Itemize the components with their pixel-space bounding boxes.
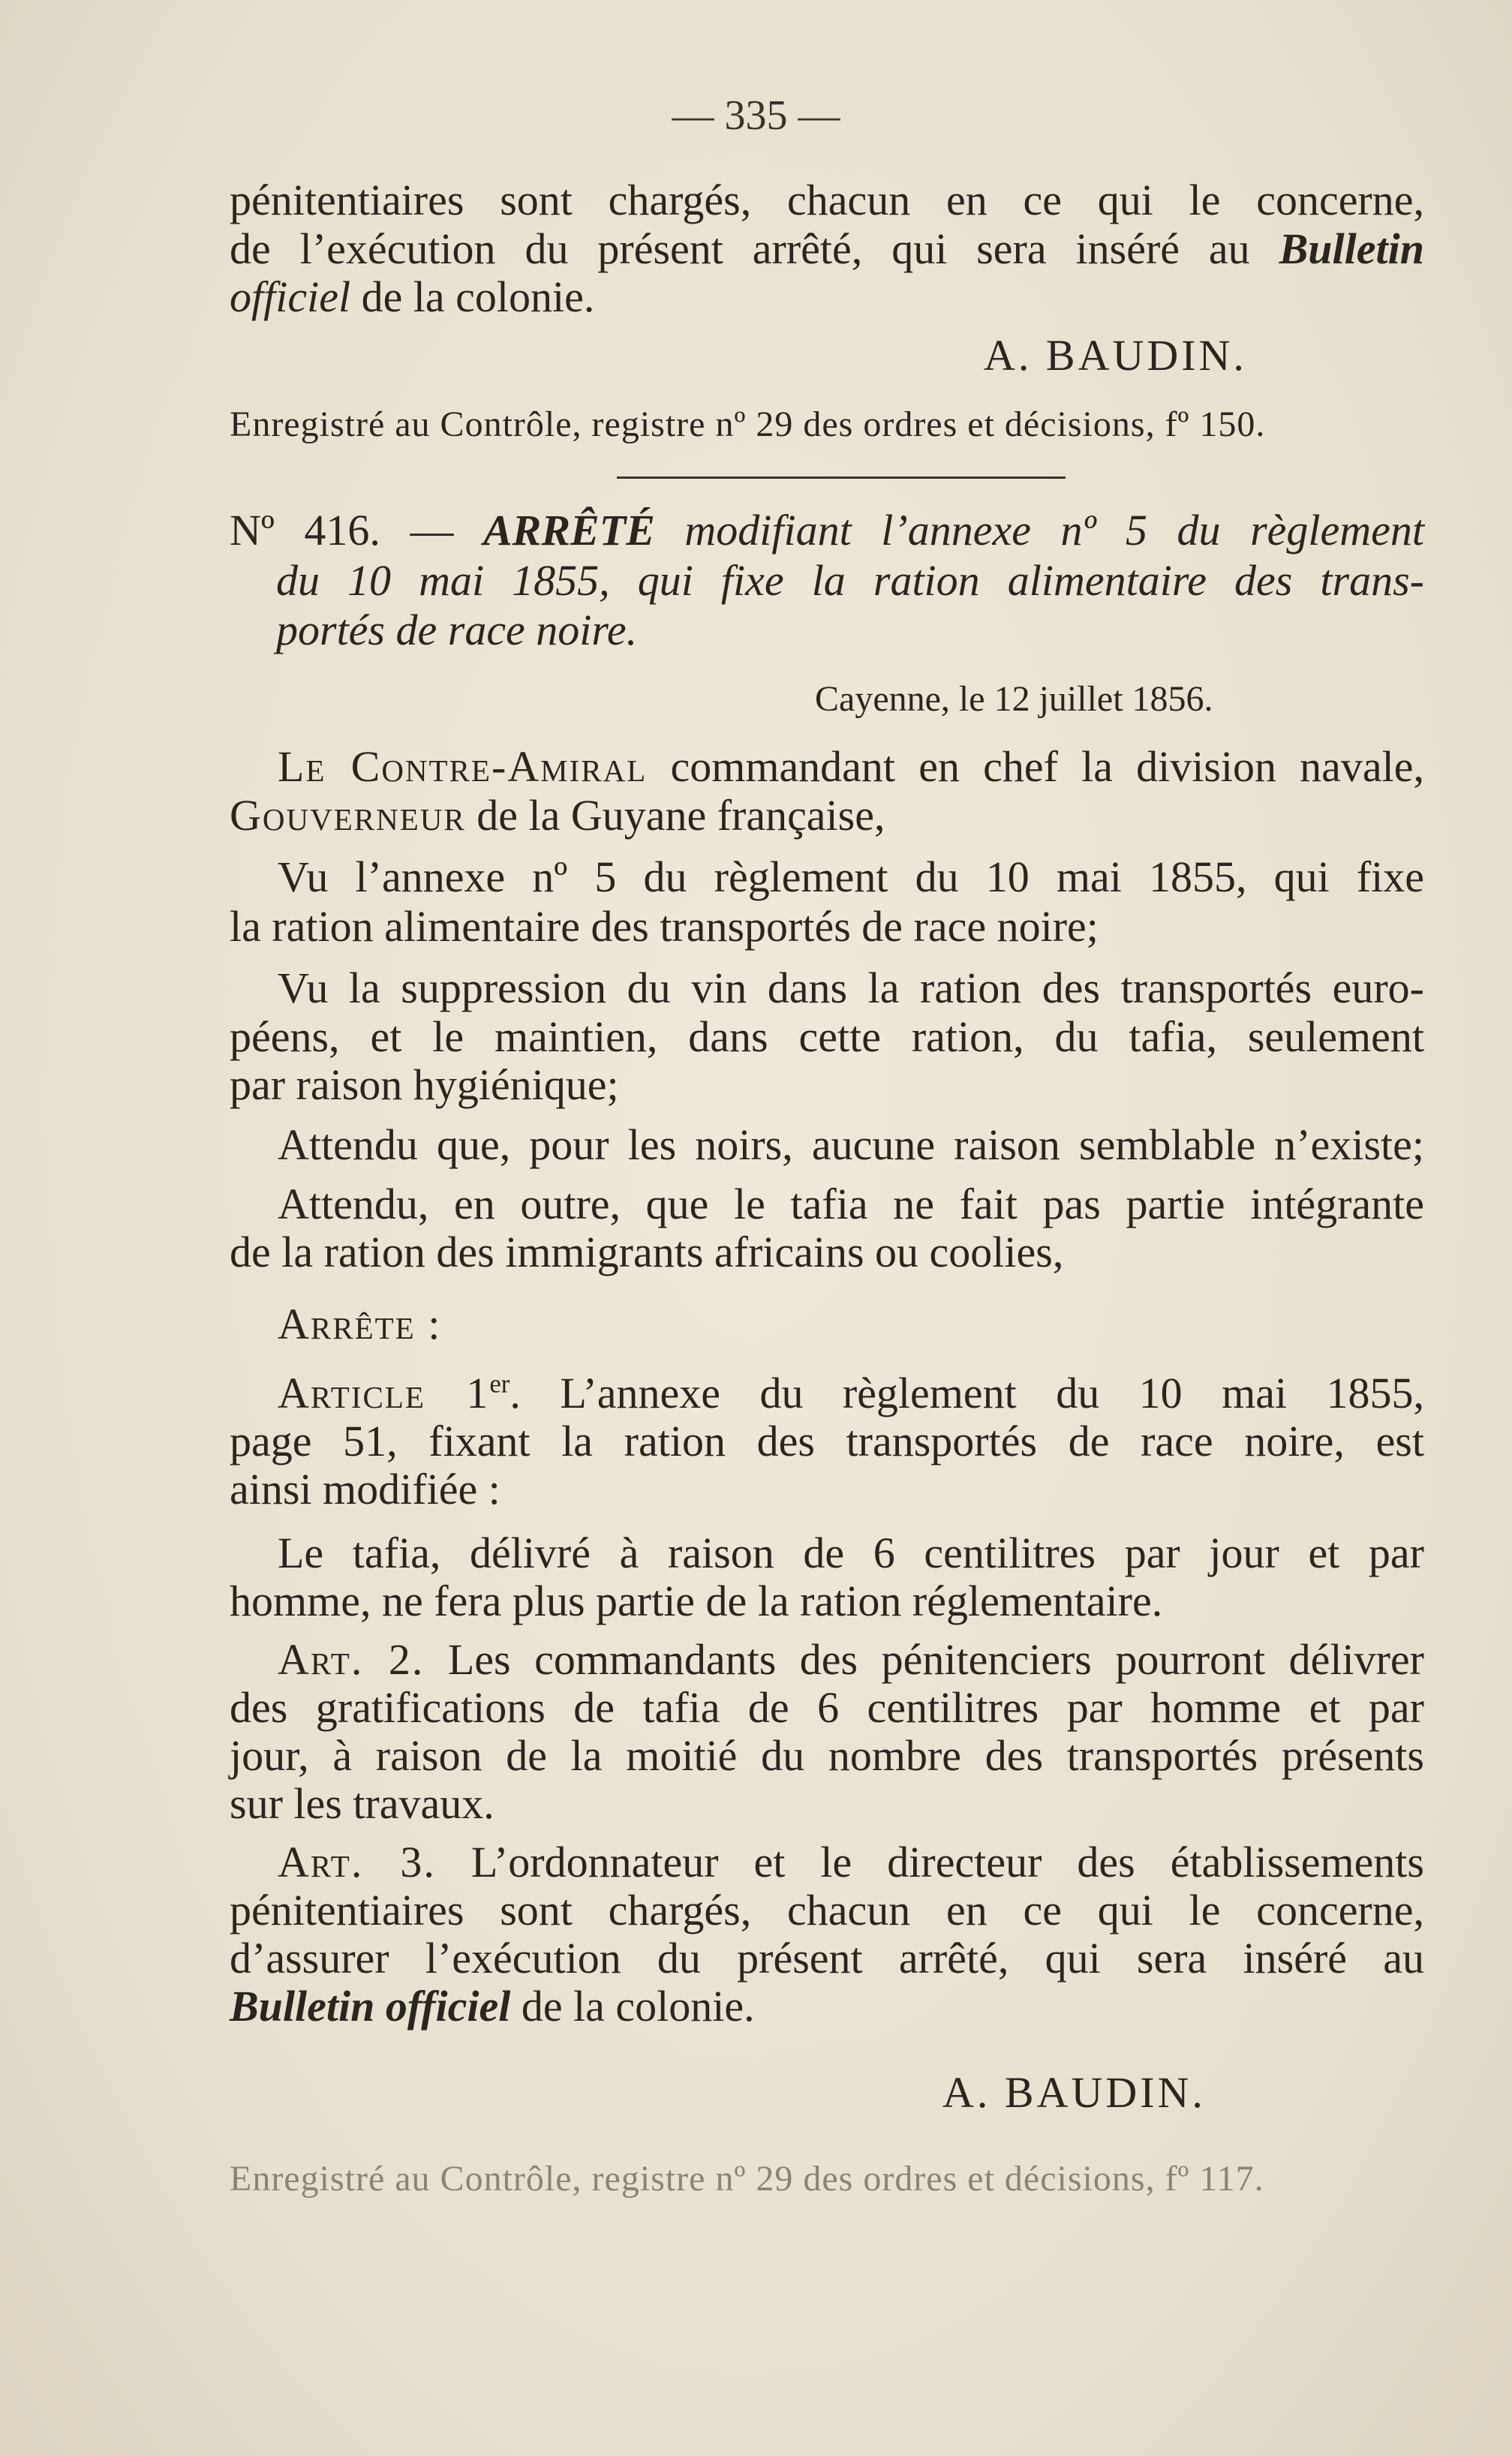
article2-line-1: Art. 2. Les commandants des pénitenciers pourront délivrer <box>278 1635 1424 1684</box>
top-line-2: de l’exécution du présent arrêté, qui sera inséré au Bulletin <box>230 224 1424 273</box>
decree-number: Nº 416. — <box>230 506 454 555</box>
decree-title-line-2: du 10 mai 1855, qui fixe la ration alimentaire des trans- <box>276 556 1424 605</box>
top-line-1: pénitentiaires sont chargés, chacun en ce qui le concerne, <box>230 176 1424 224</box>
signature-bottom: A. BAUDIN. <box>942 2068 1206 2117</box>
tafia-line-2: homme, ne fera plus partie de la ration réglementaire. <box>230 1577 1163 1625</box>
top-line-3: officiel de la colonie. <box>230 272 595 321</box>
vu2-line-3: par raison hygiénique; <box>230 1060 619 1109</box>
article2-line-3: jour, à raison de la moitié du nombre des transportés présents <box>230 1731 1424 1780</box>
registration-bottom: Enregistré au Contrôle, registre nº 29 des ordres et décisions, fº 117. <box>230 2159 1264 2199</box>
article1-line-1: Article 1er. L’annexe du règlement du 10 mai 1855, <box>278 1369 1425 1417</box>
tafia-line-1: Le tafia, délivré à raison de 6 centilitres par jour et par <box>278 1529 1424 1577</box>
article1-line-3: ainsi modifiée : <box>230 1465 500 1514</box>
bulletin-italic: Bulletin <box>1279 224 1424 273</box>
decree-title-line-3: portés de race noire. <box>276 606 638 654</box>
arrete-heading: Arrête : <box>278 1300 442 1348</box>
attendu-1: Attendu que, pour les noirs, aucune raison semblable n’existe; <box>278 1120 1424 1169</box>
article1-line-2: page 51, fixant la ration des transportés de race noire, est <box>230 1417 1424 1465</box>
vu1-line-2: la ration alimentaire des transportés de race noire; <box>230 902 1099 951</box>
article3-line-2: pénitentiaires sont chargés, chacun en ce qui le concerne, <box>230 1886 1424 1934</box>
attendu-2-line-2: de la ration des immigrants africains ou coolies, <box>230 1228 1064 1276</box>
vu2-line-1: Vu la suppression du vin dans la ration des transportés euro- <box>278 963 1424 1012</box>
article2-line-2: des gratifications de tafia de 6 centilitres par homme et par <box>230 1683 1424 1732</box>
decree-title-bold: ARRÊTÉ <box>483 506 655 555</box>
attendu-2-line-1: Attendu, en outre, que le tafia ne fait pas partie intégrante <box>278 1180 1424 1228</box>
divider-rule <box>617 476 1066 479</box>
vu1-line-1: Vu l’annexe nº 5 du règlement du 10 mai 1855, qui fixe <box>278 852 1424 901</box>
article2-line-4: sur les travaux. <box>230 1779 494 1828</box>
authority-line-2: Gouverneur de la Guyane française, <box>230 791 885 840</box>
authority-line-1: Le Contre-Amiral commandant en chef la division navale, <box>278 742 1425 791</box>
signature-top: A. BAUDIN. <box>984 331 1247 380</box>
place-date: Cayenne, le 12 juillet 1856. <box>815 679 1213 719</box>
page-number: — 335 — <box>672 92 840 139</box>
article3-line-3: d’assurer l’exécution du présent arrêté, qui sera inséré au <box>230 1934 1424 1983</box>
vu2-line-2: péens, et le maintien, dans cette ration, du tafia, seulement <box>230 1012 1424 1061</box>
article3-line-1: Art. 3. L’ordonnateur et le directeur des établissements <box>278 1838 1424 1886</box>
decree-title-line-1: Nº 416. — ARRÊTÉ modifiant l’annexe nº 5 du règlement <box>230 506 1425 555</box>
registration-top: Enregistré au Contrôle, registre nº 29 des ordres et décisions, fº 150. <box>230 404 1266 444</box>
article3-line-4: Bulletin officiel de la colonie. <box>230 1982 755 2031</box>
